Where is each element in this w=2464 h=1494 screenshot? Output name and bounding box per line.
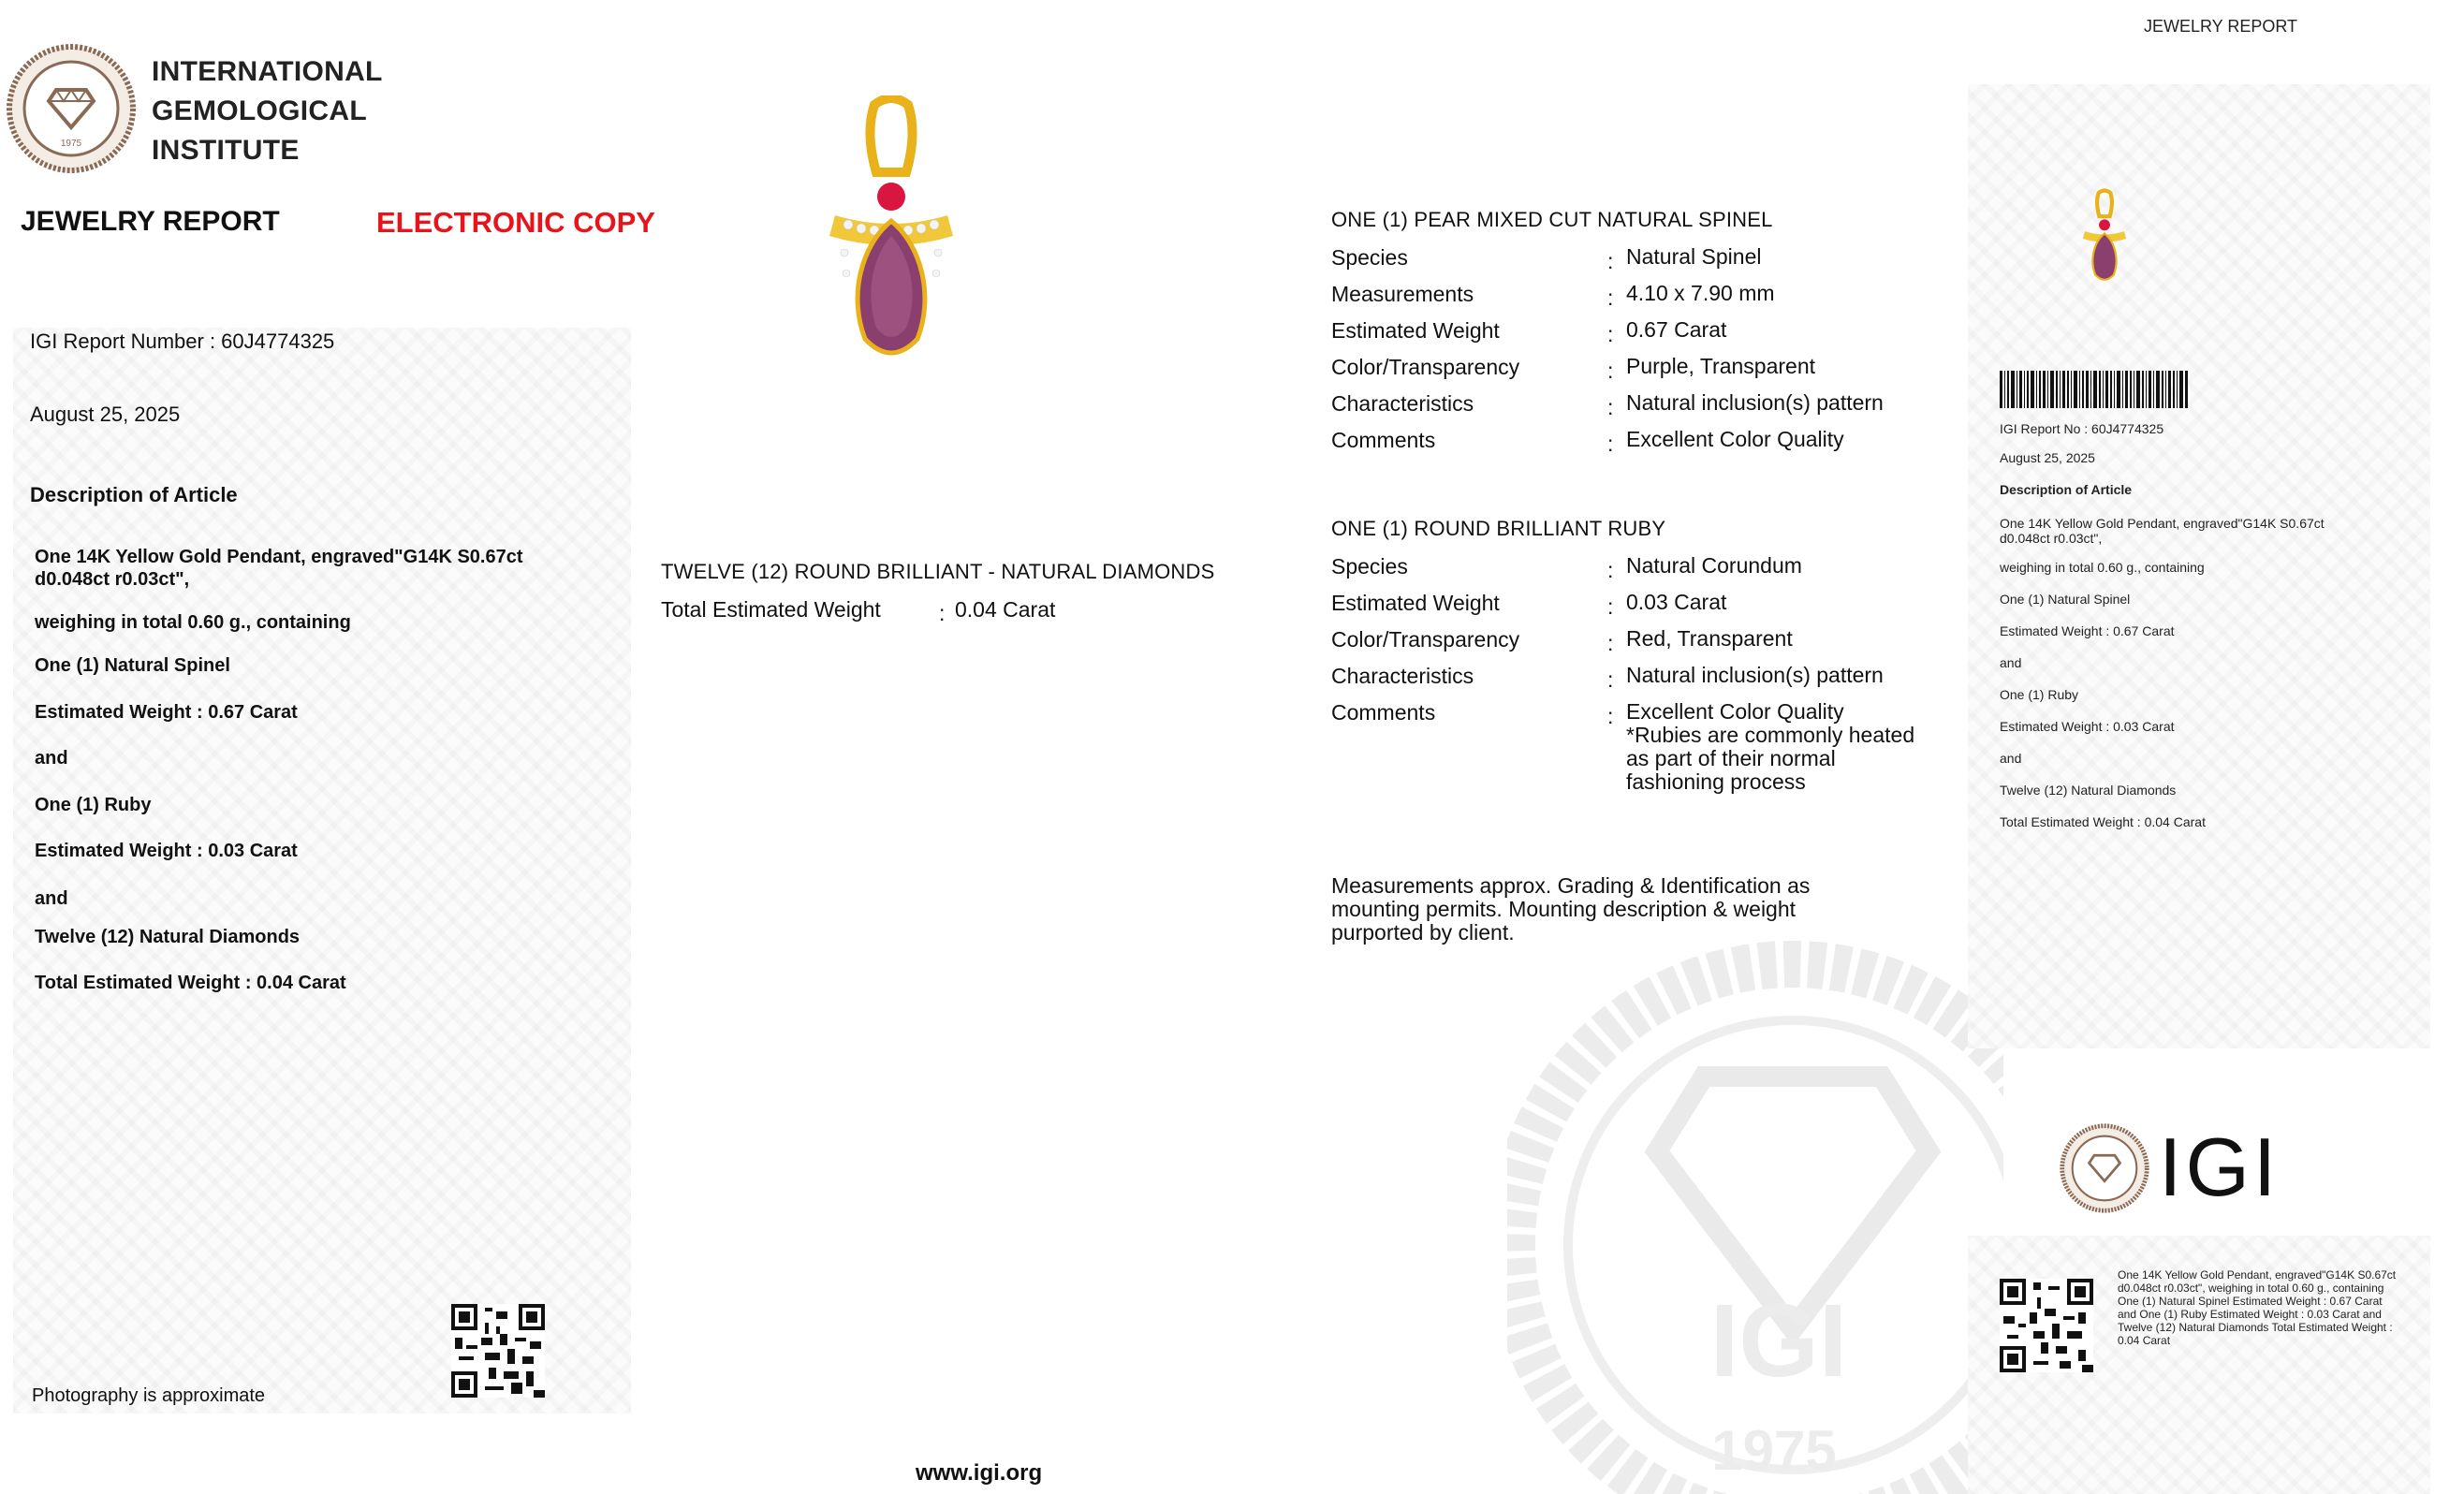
stub-date: August 25, 2025 xyxy=(2000,450,2095,465)
footnote-line-1: Measurements approx. Grading & Identification as xyxy=(1331,873,1811,898)
report-date: August 25, 2025 xyxy=(30,403,181,426)
desc-line-10: Total Estimated Weight : 0.04 Carat xyxy=(35,973,346,993)
stub-line-7: One (1) Ruby xyxy=(2000,687,2079,702)
desc-line-7: Estimated Weight : 0.03 Carat xyxy=(35,841,298,861)
igi-logo-text: IGI xyxy=(2159,1120,2281,1213)
pendant-thumbnail xyxy=(2078,168,2131,309)
report-number: IGI Report Number : 60J4774325 xyxy=(30,330,335,353)
ruby-comment-line-4: fashioning process xyxy=(1626,769,1806,794)
brand-line-3: INSTITUTE xyxy=(152,135,300,166)
top-report-label: JEWELRY REPORT xyxy=(2144,17,2298,36)
spinel-color-value: Purple, Transparent xyxy=(1626,354,1816,378)
stub-qr-code-icon xyxy=(2000,1279,2093,1372)
spinel-weight-value: 0.67 Carat xyxy=(1626,317,1727,342)
summary-line-3: One (1) Natural Spinel Estimated Weight : 0.67 Carat xyxy=(2118,1295,2383,1308)
spinel-color-label: Color/Transparency xyxy=(1331,355,1520,379)
spinel-comments-label: Comments xyxy=(1331,428,1436,452)
desc-line-3: One (1) Natural Spinel xyxy=(35,655,230,676)
brand-line-1: INTERNATIONAL xyxy=(152,56,383,87)
footnote-line-2: mounting permits. Mounting description & weight xyxy=(1331,897,1797,921)
summary-line-6: 0.04 Carat xyxy=(2118,1334,2171,1347)
ruby-comments-value xyxy=(1626,700,1914,794)
stub-description-heading: Description of Article xyxy=(2000,482,2133,497)
desc-line-8: and xyxy=(35,888,68,909)
stub-line-8: Estimated Weight : 0.03 Carat xyxy=(2000,719,2175,734)
ruby-comment-line-1: Excellent Color Quality xyxy=(1626,699,1844,724)
footnote-line-3: purported by client. xyxy=(1331,920,1515,945)
igi-logo-seal-icon xyxy=(2060,1123,2149,1213)
spinel-weight-label: Estimated Weight xyxy=(1331,318,1500,343)
spinel-heading: ONE (1) PEAR MIXED CUT NATURAL SPINEL xyxy=(1331,208,1773,231)
watermark-seal xyxy=(1507,936,2003,1494)
electronic-copy-label: ELECTRONIC COPY xyxy=(376,206,655,239)
watermark-mark: IGI xyxy=(1709,1283,1848,1399)
spinel-species-value: Natural Spinel xyxy=(1626,244,1762,269)
stub-line-6: and xyxy=(2000,655,2022,670)
seal-year: 1975 xyxy=(60,139,82,149)
stub-line-4: One (1) Natural Spinel xyxy=(2000,592,2131,607)
photo-note: Photography is approximate xyxy=(32,1385,266,1406)
desc-line-4: Estimated Weight : 0.67 Carat xyxy=(35,702,298,723)
summary-line-1: One 14K Yellow Gold Pendant, engraved"G14K S0.67ct xyxy=(2118,1268,2397,1282)
footer-url-link[interactable]: www.igi.org xyxy=(916,1460,1043,1486)
ruby-species-label: Species xyxy=(1331,554,1408,579)
stub-line-3: weighing in total 0.60 g., containing xyxy=(2000,560,2205,575)
description-heading: Description of Article xyxy=(30,483,238,506)
ruby-species-value: Natural Corundum xyxy=(1626,553,1802,578)
desc-line-5: and xyxy=(35,748,68,769)
stub-line-2: d0.048ct r0.03ct", xyxy=(2000,531,2103,546)
barcode-icon xyxy=(2000,371,2189,408)
desc-line-2: weighing in total 0.60 g., containing xyxy=(35,612,351,633)
spinel-measurements-value: 4.10 x 7.90 mm xyxy=(1626,281,1775,305)
diamonds-colon: : xyxy=(939,601,946,625)
stub-line-9: and xyxy=(2000,751,2022,766)
ruby-comments-label: Comments xyxy=(1331,700,1436,725)
desc-line-9: Twelve (12) Natural Diamonds xyxy=(35,927,301,947)
ruby-comment-line-2: *Rubies are commonly heated xyxy=(1626,723,1915,747)
summary-line-2: d0.048ct r0.03ct", weighing in total 0.60 g., containing xyxy=(2118,1282,2384,1295)
pendant-photo xyxy=(816,95,966,376)
brand-line-2: GEMOLOGICAL xyxy=(152,95,367,126)
stub-line-11: Total Estimated Weight : 0.04 Carat xyxy=(2000,814,2206,829)
summary-line-5: Twelve (12) Natural Diamonds Total Estimated Weight : xyxy=(2118,1321,2393,1334)
desc-line-6: One (1) Ruby xyxy=(35,795,152,815)
footnote xyxy=(1331,874,1810,945)
stub-report-no: IGI Report No : 60J4774325 xyxy=(2000,421,2164,436)
qr-code-icon xyxy=(451,1304,545,1398)
stub-line-5: Estimated Weight : 0.67 Carat xyxy=(2000,623,2175,638)
diamonds-weight-value: 0.04 Carat xyxy=(955,597,1056,622)
ruby-comment-line-3: as part of their normal xyxy=(1626,746,1836,770)
stub-line-10: Twelve (12) Natural Diamonds xyxy=(2000,783,2177,798)
igi-seal-icon xyxy=(6,43,137,174)
ruby-weight-value: 0.03 Carat xyxy=(1626,590,1727,614)
spinel-measurements-label: Measurements xyxy=(1331,282,1474,306)
spinel-species-label: Species xyxy=(1331,245,1408,270)
ruby-color-label: Color/Transparency xyxy=(1331,627,1520,652)
summary-line-4: and One (1) Ruby Estimated Weight : 0.03 Carat and xyxy=(2118,1308,2382,1321)
stub-summary xyxy=(2118,1268,2427,1347)
diamonds-weight-label: Total Estimated Weight xyxy=(661,597,881,622)
diamonds-heading: TWELVE (12) ROUND BRILLIANT - NATURAL DIAMONDS xyxy=(661,560,1215,583)
ruby-characteristics-label: Characteristics xyxy=(1331,664,1474,688)
ruby-weight-label: Estimated Weight xyxy=(1331,591,1500,615)
ruby-characteristics-value: Natural inclusion(s) pattern xyxy=(1626,663,1884,687)
ruby-color-value: Red, Transparent xyxy=(1626,626,1793,651)
spinel-comments-value: Excellent Color Quality xyxy=(1626,427,1844,451)
spinel-characteristics-value: Natural inclusion(s) pattern xyxy=(1626,390,1884,415)
desc-line-1: One 14K Yellow Gold Pendant, engraved"G14K S0.67ct d0.048ct r0.03ct", xyxy=(35,547,523,590)
brand-name xyxy=(152,52,383,170)
watermark-year: 1975 xyxy=(1711,1419,1837,1482)
stub-line-1: One 14K Yellow Gold Pendant, engraved"G14K S0.67ct xyxy=(2000,516,2325,531)
ruby-heading: ONE (1) ROUND BRILLIANT RUBY xyxy=(1331,517,1666,540)
spinel-characteristics-label: Characteristics xyxy=(1331,391,1474,416)
report-title: JEWELRY REPORT xyxy=(21,206,280,237)
